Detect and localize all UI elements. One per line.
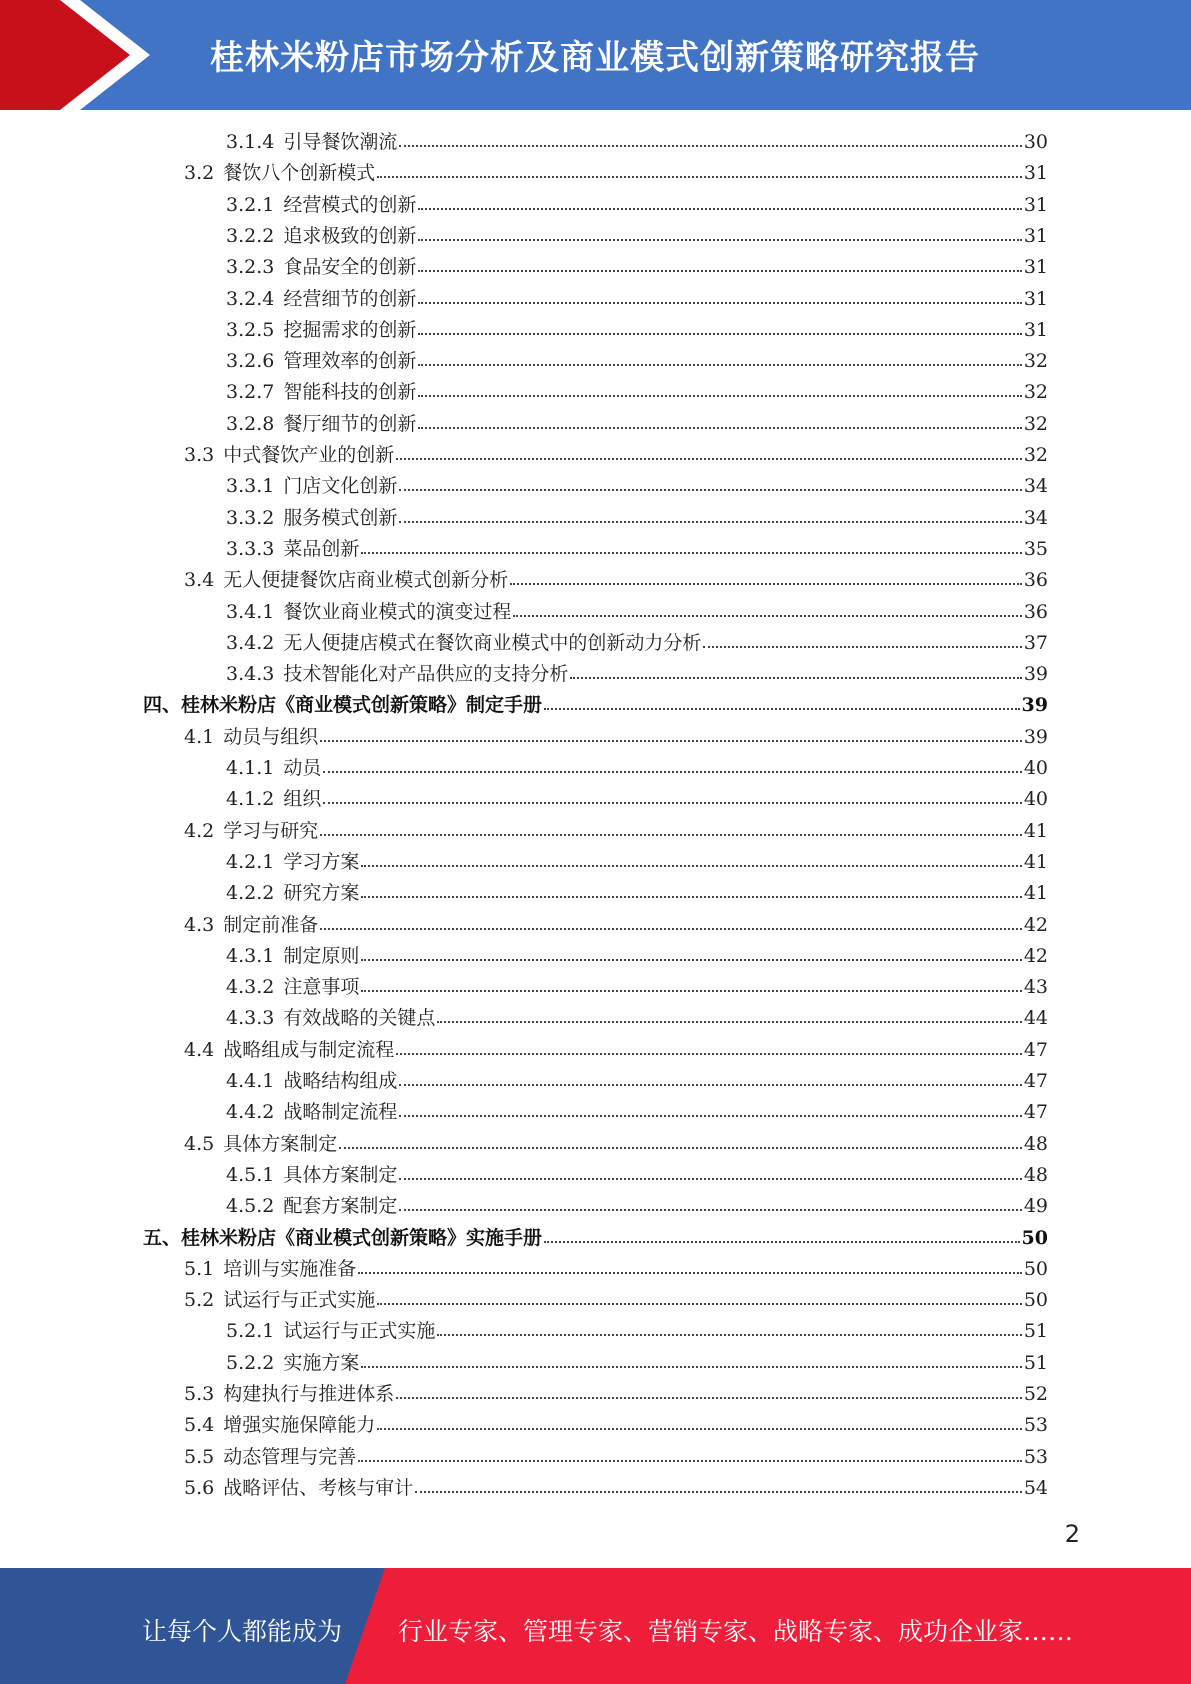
toc-dot-leader (418, 302, 1021, 304)
toc-entry-title: 战略评估、考核与审计 (223, 1476, 414, 1499)
toc-entry-number: 3.1.4 (226, 131, 275, 153)
toc-entry-page: 36 (1023, 600, 1048, 623)
toc-entry-page: 32 (1023, 444, 1048, 466)
toc-entry-page: 39 (1023, 663, 1048, 686)
toc-entry-title: 管理效率的创新 (283, 350, 417, 373)
toc-dot-leader (437, 1021, 1021, 1023)
toc-dot-leader (358, 1272, 1022, 1274)
toc-entry-title: 培训与实施准备 (223, 1257, 357, 1280)
toc-entry-page: 31 (1023, 193, 1048, 216)
toc-entry-page: 41 (1023, 819, 1048, 842)
toc-entry-page: 48 (1023, 1163, 1048, 1186)
toc-entry-page: 47 (1023, 1070, 1048, 1092)
toc-entry-title: 制定原则 (283, 944, 360, 967)
toc-entry-title: 战略结构组成 (283, 1070, 398, 1092)
toc-entry-title: 学习方案 (283, 850, 360, 873)
toc-dot-leader (358, 1460, 1022, 1462)
toc-dot-leader (320, 740, 1022, 742)
toc-entry-page: 42 (1023, 913, 1048, 936)
toc-entry-title: 挖掘需求的创新 (283, 318, 417, 341)
toc-dot-leader (361, 1366, 1021, 1368)
toc-dot-leader (396, 1397, 1022, 1399)
toc-dot-leader (320, 928, 1022, 930)
toc-entry[interactable] (226, 659, 1048, 687)
toc-entry-title: 研究方案 (283, 882, 360, 905)
toc-entry-page: 35 (1023, 537, 1048, 560)
toc-entry-title: 配套方案制定 (283, 1195, 398, 1218)
toc-entry-number: 5.5 (184, 1445, 215, 1468)
toc-entry[interactable] (226, 784, 1048, 812)
toc-dot-leader (703, 646, 1021, 648)
toc-entry-number: 3.2.5 (226, 318, 275, 341)
toc-entry[interactable] (226, 1160, 1048, 1188)
toc-entry-title: 技术智能化对产品供应的支持分析 (283, 663, 569, 686)
toc-entry-number: 3.2.2 (226, 224, 275, 247)
toc-entry-number: 3.4.2 (226, 631, 275, 654)
toc-entry-number: 3.2.6 (226, 350, 275, 373)
toc-entry-title: 服务模式创新 (283, 506, 398, 529)
toc-entry-number: 3.4.1 (226, 600, 275, 623)
toc-entry-number: 3.3.3 (226, 537, 275, 560)
toc-entry-page: 41 (1023, 882, 1048, 905)
toc-entry-page: 31 (1023, 224, 1048, 247)
toc-entry-number: 4.3.3 (226, 1007, 275, 1030)
toc-entry[interactable] (226, 847, 1048, 875)
toc-entry-number: 3.3.1 (226, 475, 275, 498)
toc-entry-number: 3.4 (184, 569, 215, 592)
toc-entry[interactable] (226, 597, 1048, 625)
toc-entry-number: 4.5.1 (226, 1163, 275, 1186)
toc-entry[interactable] (226, 1097, 1048, 1125)
toc-dot-leader (437, 1334, 1021, 1336)
toc-entry-page: 37 (1023, 631, 1048, 654)
toc-entry-title: 增强实施保障能力 (223, 1414, 376, 1437)
toc-entry[interactable] (226, 252, 1048, 280)
toc-entry[interactable] (226, 127, 1048, 155)
toc-entry-title: 构建执行与推进体系 (223, 1383, 395, 1405)
toc-entry-number: 3.2.8 (226, 412, 275, 435)
toc-dot-leader (544, 1241, 1020, 1243)
toc-dot-leader (399, 145, 1021, 147)
toc-entry-number: 3.2.7 (226, 381, 275, 404)
toc-entry[interactable] (184, 1473, 1048, 1501)
toc-entry-title: 无人便捷店模式在餐饮商业模式中的创新动力分析 (283, 631, 702, 654)
toc-entry-title: 餐饮八个创新模式 (223, 162, 376, 185)
toc-entry[interactable] (226, 972, 1048, 1000)
toc-entry-page: 47 (1023, 1101, 1048, 1124)
toc-entry-page: 51 (1023, 1320, 1048, 1343)
toc-entry-page: 39 (1023, 725, 1048, 748)
toc-dot-leader (418, 395, 1021, 397)
toc-entry-title: 智能科技的创新 (283, 381, 417, 404)
toc-entry-page: 31 (1023, 318, 1048, 341)
toc-entry[interactable] (184, 1285, 1048, 1313)
toc-entry-number: 4.2 (184, 819, 215, 842)
toc-entry-title: 餐饮业商业模式的演变过程 (283, 600, 512, 623)
toc-entry[interactable] (226, 941, 1048, 969)
toc-entry-title: 注意事项 (283, 976, 360, 999)
toc-entry-page: 50 (1021, 1226, 1048, 1249)
toc-entry-number: 3.2.1 (226, 193, 275, 216)
toc-entry[interactable] (226, 315, 1048, 343)
toc-entry-number: 5.2.2 (226, 1351, 275, 1374)
toc-entry-page: 31 (1023, 256, 1048, 279)
toc-entry-page: 52 (1023, 1383, 1048, 1405)
toc-entry-title: 中式餐饮产业的创新 (223, 444, 395, 466)
toc-dot-leader (399, 1178, 1021, 1180)
toc-dot-leader (418, 427, 1021, 429)
toc-entry[interactable] (143, 1223, 1048, 1251)
toc-entry[interactable] (226, 1066, 1048, 1094)
page-number: 2 (1064, 1520, 1080, 1548)
toc-entry-page: 48 (1023, 1132, 1048, 1155)
toc-entry-page: 31 (1023, 162, 1048, 185)
toc-entry-number: 4.3 (184, 913, 215, 936)
toc-entry-title: 实施方案 (283, 1351, 360, 1374)
toc-entry-title: 动员与组织 (223, 725, 319, 748)
toc-entry-title: 经营细节的创新 (283, 287, 417, 310)
toc-dot-leader (399, 1115, 1021, 1117)
toc-entry-title: 追求极致的创新 (283, 224, 417, 247)
toc-entry-number: 4.5 (184, 1132, 215, 1155)
toc-entry-number: 4.4 (184, 1038, 215, 1061)
toc-entry[interactable] (226, 471, 1048, 499)
toc-entry-number: 4.4.2 (226, 1101, 275, 1124)
toc-entry-page: 50 (1023, 1257, 1048, 1280)
toc-entry[interactable] (226, 221, 1048, 249)
toc-entry-number: 4.1.1 (226, 757, 275, 779)
toc-dot-leader (399, 521, 1021, 523)
toc-dot-leader (361, 552, 1021, 554)
toc-entry-page: 53 (1023, 1414, 1048, 1437)
toc-entry-page: 43 (1023, 976, 1048, 999)
toc-entry-page: 36 (1023, 569, 1048, 592)
toc-dot-leader (396, 458, 1022, 460)
toc-entry-number: 5.2.1 (226, 1320, 275, 1343)
toc-dot-leader (361, 959, 1021, 961)
toc-entry[interactable] (226, 1316, 1048, 1344)
toc-entry[interactable] (226, 628, 1048, 656)
toc-entry-number: 3.3 (184, 444, 215, 466)
toc-entry-page: 32 (1023, 412, 1048, 435)
toc-entry-page: 34 (1023, 475, 1048, 498)
toc-entry[interactable] (226, 753, 1048, 781)
toc-entry-page: 30 (1023, 131, 1048, 153)
toc-entry[interactable] (184, 910, 1048, 938)
toc-dot-leader (323, 771, 1021, 773)
report-title: 桂林米粉店市场分析及商业模式创新策略研究报告 (210, 38, 980, 78)
toc-entry[interactable] (226, 346, 1048, 374)
toc-entry[interactable] (226, 534, 1048, 562)
toc-dot-leader (418, 364, 1021, 366)
toc-entry[interactable] (184, 722, 1048, 750)
toc-entry-title: 食品安全的创新 (283, 256, 417, 279)
toc-dot-leader (399, 1209, 1021, 1211)
toc-entry[interactable] (143, 690, 1048, 718)
toc-entry-number: 4.2.2 (226, 882, 275, 905)
toc-dot-leader (415, 1491, 1022, 1493)
toc-entry[interactable] (226, 1191, 1048, 1219)
toc-entry[interactable] (184, 1442, 1048, 1470)
toc-dot-leader (377, 176, 1022, 178)
toc-entry-page: 51 (1023, 1351, 1048, 1374)
toc-entry-title: 制定前准备 (223, 913, 319, 936)
toc-entry-title: 动态管理与完善 (223, 1445, 357, 1468)
toc-entry[interactable] (226, 878, 1048, 906)
toc-entry[interactable] (226, 1348, 1048, 1376)
toc-dot-leader (418, 270, 1021, 272)
toc-entry[interactable] (184, 1254, 1048, 1282)
toc-entry-title: 无人便捷餐饮店商业模式创新分析 (223, 569, 509, 592)
toc-entry-page: 50 (1023, 1289, 1048, 1312)
toc-entry-title: 战略组成与制定流程 (223, 1038, 395, 1061)
toc-dot-leader (418, 239, 1021, 241)
toc-entry-number: 4.4.1 (226, 1070, 275, 1092)
toc-entry[interactable] (184, 1410, 1048, 1438)
toc-dot-leader (418, 333, 1021, 335)
toc-entry-page: 47 (1023, 1038, 1048, 1061)
toc-entry-number: 5.1 (184, 1257, 215, 1280)
toc-entry-number: 4.3.2 (226, 976, 275, 999)
toc-entry[interactable] (184, 565, 1048, 593)
toc-entry-number: 3.2 (184, 162, 215, 185)
toc-entry-page: 40 (1023, 788, 1048, 811)
toc-entry-title: 五、桂林米粉店《商业模式创新策略》实施手册 (143, 1226, 543, 1249)
toc-entry-title: 试运行与正式实施 (283, 1320, 436, 1343)
toc-entry-number: 5.3 (184, 1383, 215, 1405)
toc-entry-number: 3.2.3 (226, 256, 275, 279)
toc-dot-leader (377, 1303, 1022, 1305)
toc-entry-page: 54 (1023, 1476, 1048, 1499)
toc-entry-number: 4.5.2 (226, 1195, 275, 1218)
toc-entry-page: 31 (1023, 287, 1048, 310)
toc-dot-leader (399, 1084, 1021, 1086)
toc-entry-page: 44 (1023, 1007, 1048, 1030)
toc-entry[interactable] (226, 284, 1048, 312)
toc-entry[interactable] (184, 1129, 1048, 1157)
toc-entry-page: 42 (1023, 944, 1048, 967)
toc-entry-title: 四、桂林米粉店《商业模式创新策略》制定手册 (143, 694, 543, 717)
toc-entry-title: 学习与研究 (223, 819, 319, 842)
toc-entry-number: 3.3.2 (226, 506, 275, 529)
toc-entry-page: 34 (1023, 506, 1048, 529)
toc-entry-title: 菜品创新 (283, 537, 360, 560)
toc-entry-number: 4.2.1 (226, 850, 275, 873)
toc-entry-title: 试运行与正式实施 (223, 1289, 376, 1312)
toc-entry-title: 组织 (283, 788, 322, 811)
page-header (0, 0, 1191, 110)
footer-slogan-right: 行业专家、管理专家、营销专家、战略专家、成功企业家…… (398, 1617, 1074, 1646)
toc-entry-page: 53 (1023, 1445, 1048, 1468)
footer-slogan-left: 让每个人都能成为 (142, 1617, 343, 1646)
toc-entry-title: 餐厅细节的创新 (283, 412, 417, 435)
toc-entry-number: 5.2 (184, 1289, 215, 1312)
toc-entry-number: 4.3.1 (226, 944, 275, 967)
toc-entry[interactable] (226, 503, 1048, 531)
toc-dot-leader (399, 489, 1021, 491)
toc-dot-leader (510, 583, 1022, 585)
toc-entry[interactable] (226, 377, 1048, 405)
toc-entry-title: 门店文化创新 (283, 475, 398, 498)
toc-dot-leader (377, 1428, 1022, 1430)
toc-entry-page: 41 (1023, 850, 1048, 873)
toc-dot-leader (418, 208, 1021, 210)
toc-entry-page: 39 (1021, 694, 1048, 717)
toc-entry-title: 引导餐饮潮流 (283, 131, 398, 153)
toc-dot-leader (361, 990, 1021, 992)
toc-entry-title: 动员 (283, 757, 322, 779)
toc-entry[interactable] (226, 190, 1048, 218)
toc-entry-title: 具体方案制定 (283, 1163, 398, 1186)
toc-entry-title: 战略制定流程 (283, 1101, 398, 1124)
toc-entry-title: 具体方案制定 (223, 1132, 338, 1155)
toc-entry-number: 4.1 (184, 725, 215, 748)
toc-entry[interactable] (184, 816, 1048, 844)
toc-dot-leader (323, 802, 1021, 804)
toc-entry-number: 4.1.2 (226, 788, 275, 811)
page-footer (0, 1568, 1191, 1684)
toc-dot-leader (361, 865, 1021, 867)
toc-entry[interactable] (184, 158, 1048, 186)
toc-entry[interactable] (184, 440, 1048, 468)
toc-entry-page: 32 (1023, 381, 1048, 404)
toc-entry-title: 经营模式的创新 (283, 193, 417, 216)
toc-entry-title: 有效战略的关键点 (283, 1007, 436, 1030)
toc-dot-leader (361, 896, 1021, 898)
toc-entry-page: 32 (1023, 350, 1048, 373)
toc-entry-number: 3.2.4 (226, 287, 275, 310)
toc-entry[interactable] (226, 1003, 1048, 1031)
toc-entry-number: 5.6 (184, 1476, 215, 1499)
toc-entry-number: 3.4.3 (226, 663, 275, 686)
toc-entry-number: 5.4 (184, 1414, 215, 1437)
toc-dot-leader (396, 1053, 1022, 1055)
toc-dot-leader (544, 708, 1020, 710)
toc-dot-leader (339, 1147, 1022, 1149)
toc-dot-leader (320, 834, 1022, 836)
toc-entry[interactable] (184, 1035, 1048, 1063)
toc-entry[interactable] (184, 1379, 1048, 1407)
toc-dot-leader (570, 677, 1021, 679)
toc-entry[interactable] (226, 409, 1048, 437)
toc-entry-page: 40 (1023, 757, 1048, 779)
toc-dot-leader (513, 615, 1021, 617)
toc-entry-page: 49 (1023, 1195, 1048, 1218)
